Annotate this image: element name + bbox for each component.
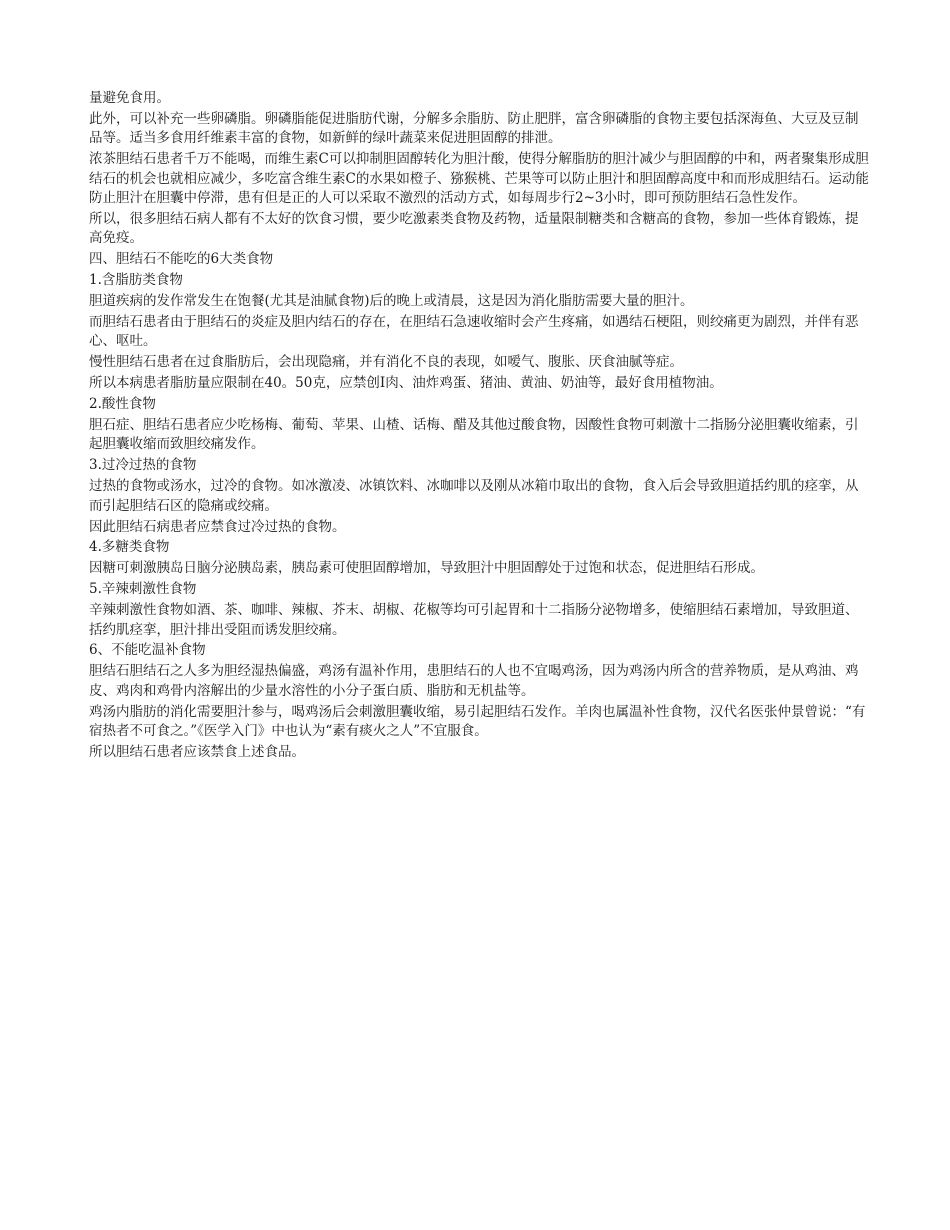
subheading-warm-tonic-foods: 6、不能吃温补食物 [89,642,206,659]
paragraph-fatty-2: 而胆结石患者由于胆结石的炎症及胆内结石的存在，在胆结石急速收缩时会产生疼痛，如遇结石梗阻，则绞痛更为剧烈，并伴有恶心、呕吐。 [89,313,859,350]
subheading-spicy-foods: 5.辛辣刺激性食物 [89,581,197,598]
document-body [89,89,869,764]
paragraph-habits: 所以，很多胆结石病人都有不太好的饮食习惯，要少吃激素类食物及药物，适量限制糖类和含糖高的食物，参加一些体育锻炼，提高免疫。 [89,210,859,247]
paragraph-hot-cold-2: 因此胆结石病患者应禁食过冷过热的食物。 [89,518,346,535]
paragraph-fatty-3: 慢性胆结石患者在过食脂肪后，会出现隐痛，并有消化不良的表现，如嗳气、腹胀、厌食油腻等症。 [89,354,683,371]
paragraph-intro-tail: 量避免食用。 [89,90,170,106]
subheading-fatty-foods: 1.含脂肪类食物 [89,272,183,289]
paragraph-warm-tonic-2: 鸡汤内脂肪的消化需要胆汁参与，喝鸡汤后会刺激胆囊收缩，易引起胆结石发作。羊肉也属温补性食物，汉代名医张仲景曾说：“有宿热者不可食之。”《医学入门》中也认为“素有痰火之人”不宜服食。 [89,703,866,740]
subheading-sugar-foods: 4.多糖类食物 [89,539,170,556]
section-heading-six-foods: 四、胆结石不能吃的6大类食物 [89,251,274,268]
paragraph-lecithin: 此外，可以补充一些卵磷脂。卵磷脂能促进脂肪代谢，分解多余脂肪、防止肥胖，富含卵磷脂的食物主要包括深海鱼、大豆及豆制品等。适当多食用纤维素丰富的食物，如新鲜的绿叶蔬菜来促进胆固醇的排泄。 [89,110,859,147]
paragraph-vitamin-c: 浓茶胆结石患者千万不能喝，而维生素C可以抑制胆固醇转化为胆汁酸，使得分解脂肪的胆汁减少与胆固醇的中和，两者聚集形成胆结石的机会也就相应减少，多吃富含维生素C的水果如橙子、猕猴桃、芒果等可以防止胆汁和胆固醇高度中和而形成胆结石。运动能防止胆汁在胆囊中停滞，患有但是正的人可以采取不激烈的活动方式，如每周步行2~3小时，即可预防胆结石急性发作。 [89,151,869,207]
paragraph-fatty-4: 所以本病患者脂肪量应限制在40。50克，应禁创I肉、油炸鸡蛋、猪油、黄油、奶油等，最好食用植物油。 [89,375,723,392]
paragraph-acidic: 胆石症、胆结石患者应少吃杨梅、葡萄、苹果、山楂、话梅、醋及其他过酸食物，因酸性食物可刺激十二指肠分泌胆囊收缩素，引起胆囊收缩而致胆绞痛发作。 [89,417,859,453]
paragraph-conclusion: 所以胆结石患者应该禁食上述食品。 [89,744,305,760]
paragraph-hot-cold-1: 过热的食物或汤水，过冷的食物。如冰激凌、冰镇饮料、冰咖啡以及刚从冰箱巾取出的食物，食入后会导致胆道括约肌的痉挛，从而引起胆结石区的隐痛或绞痛。 [89,478,859,514]
paragraph-sugar: 因糖可刺激胰岛日脑分泌胰岛素，胰岛素可使胆固醇增加，导致胆汁中胆固醇处于过饱和状态，促进胆结石形成。 [89,560,764,577]
subheading-hot-cold-foods: 3.过冷过热的食物 [89,457,197,474]
subheading-acidic-foods: 2.酸性食物 [89,396,156,413]
paragraph-warm-tonic-1: 胆结石胆结石之人多为胆经湿热偏盛，鸡汤有温补作用，患胆结石的人也不宜喝鸡汤，因为鸡汤内所含的营养物质，是从鸡油、鸡皮、鸡肉和鸡骨内溶解出的少量水溶性的小分子蛋白质、脂肪和无机盐等。 [89,663,859,699]
paragraph-spicy: 辛辣刺激性食物如酒、茶、咖啡、辣椒、芥末、胡椒、花椒等均可引起胃和十二指肠分泌物增多，使缩胆结石素增加，导致胆道、括约肌痉挛，胆汁排出受阻而诱发胆绞痛。 [89,602,859,638]
paragraph-fatty-1: 胆道疾病的发作常发生在饱餐(尤其是油腻食物)后的晚上或清晨，这是因为消化脂肪需要大量的胆汁。 [89,293,694,310]
